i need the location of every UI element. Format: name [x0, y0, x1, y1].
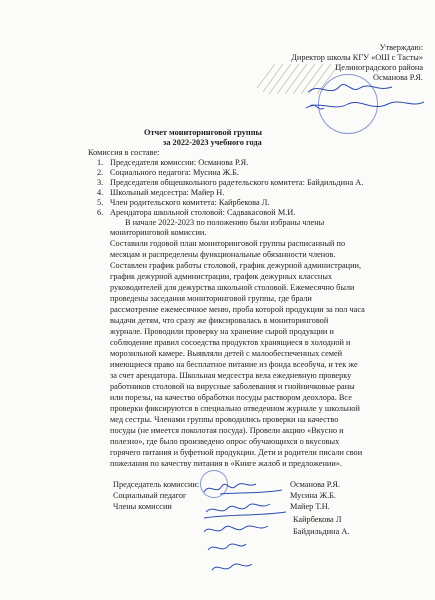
body-line: мед сестры. Членами группы проводились проверки на качество: [110, 415, 339, 424]
body-line: рассмотрение ежемесячное меню, проба которой продукции за пол часа: [110, 305, 365, 314]
approval-line-1: Утверждаю:: [379, 43, 423, 52]
approval-line-4: Османова Р.Я.: [373, 73, 423, 82]
body-line: проверки фиксируются в специально отведенном журнале у школьной: [110, 404, 360, 413]
commission-member-num: 1.: [97, 158, 104, 167]
commission-heading: Комиссия в составе:: [88, 148, 160, 157]
body-line: пожелания по качеству питания в «Книге жалоб и предложении».: [110, 459, 342, 468]
body-line: график дежурной администрации, график дежурных классных: [110, 272, 333, 281]
body-line: полезно», где было произведено опрос обучающихся о вкусовых: [110, 437, 340, 446]
body-line: имеющиеся право на бесплатное питание из фонда всеобуча, и тек же: [110, 360, 358, 369]
body-line: Составили годовой план мониторинговой группы расписанный по: [110, 239, 346, 248]
body-line: руководителей для дежурства школьной столовой. Ежемесячно были: [110, 283, 355, 292]
members-label: Члены комиссии: [113, 502, 172, 511]
commission-member: Арендатора школьной столовой: Садвакасовой М.И.: [110, 208, 296, 217]
commission-stamp: [200, 470, 228, 498]
chair-name: Османова Р.Я.: [290, 480, 340, 489]
commission-member-num: 3.: [97, 178, 104, 187]
member-name: Кайрбекова Л: [293, 515, 342, 524]
commission-member-num: 2.: [97, 168, 104, 177]
body-line: морозильной камере. Выявляли детей с малообеспеченных семей: [110, 349, 343, 358]
commission-member: Председателя комиссии: Османова Р.Я.: [110, 158, 249, 167]
body-line: выдачи детям, что сразу же фиксировалась в мониторинговой: [110, 316, 329, 325]
report-subtitle: за 2022-2023 учебного года: [163, 138, 262, 147]
body-line: горячего питания и буфетной продукции. Дети и родители писали свои: [110, 448, 363, 457]
body-line: В начале 2022-2023 по положению были избраны члены: [125, 218, 325, 227]
member-name: Байдильдина А.: [293, 527, 350, 536]
member-name: Майер Т.Н.: [290, 502, 330, 511]
body-line: за счет арендатора. Школьная медсестра вела ежедневную проверку: [110, 371, 352, 380]
body-line: проведены заседания мониторинговой группы, где брали: [110, 294, 312, 303]
body-line: соблюдение правил сосоедства продуктов хранящиеся в холодной и: [110, 338, 351, 347]
commission-member: Социального педагога: Мусина Ж.Б.: [110, 168, 239, 177]
approval-line-3: Целиноградского района: [335, 63, 423, 72]
body-line: месяцам и распределены функциональные обязанности членов.: [110, 250, 336, 259]
body-line: Составлен график работы столовой, график дежурной администрации,: [110, 261, 362, 270]
chair-label: Председатель комиссии:: [113, 480, 200, 489]
body-line: или порезы, на качество обработки посуды раствором деохлора. Все: [110, 393, 352, 402]
body-line: мониторинговой комиссии.: [110, 228, 207, 237]
commission-member-num: 5.: [97, 198, 104, 207]
social-pedagogue-name: Мусина Ж.Б.: [290, 491, 336, 500]
body-line: журнале. Проводили проверку на хранение сырой продукции и: [110, 327, 334, 336]
commission-member-num: 6.: [97, 208, 104, 217]
body-line: посуды (не имеется поколотая посуда). Провели акцию «Вкусно и: [110, 426, 344, 435]
body-line: работников столовой на вирусные заболевания и гнойничковые раны: [110, 382, 355, 391]
approval-line-2: Директор школы КГУ «ОШ с Тасты»: [291, 53, 423, 62]
director-signature: [300, 78, 430, 118]
commission-member: Председателя общешкольного радетельского комитета: Байдильдина А.: [110, 178, 364, 187]
report-title: Отчет мониторинговой группы: [144, 128, 262, 137]
commission-member: Школьный медсестра: Майер Н.: [110, 188, 225, 197]
commission-member-num: 4.: [97, 188, 104, 197]
social-pedagogue-label: Социальный педагог: [113, 491, 187, 500]
commission-member: Член родительского комитета: Кайрбекова Л.: [110, 198, 270, 207]
